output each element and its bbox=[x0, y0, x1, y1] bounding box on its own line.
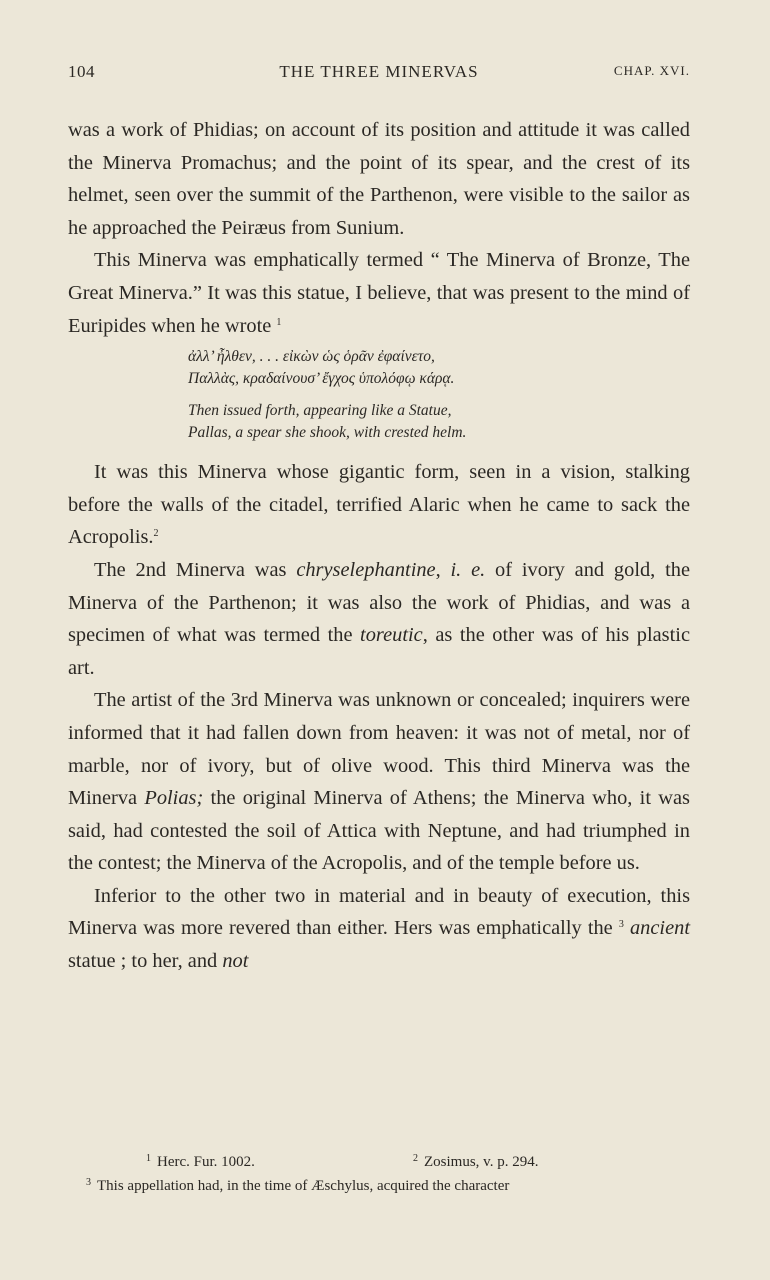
paragraph-6-text-a: Inferior to the other two in material and in beauty of execution, this Minerva was more revered than either. Hers was emphatically the bbox=[68, 884, 690, 940]
greek-line-1: ἀλλ’ ἦλθεν, . . . εἰκὼν ὡς ὁρᾶν ἐφαίνετο, bbox=[188, 348, 435, 366]
footnote-1 bbox=[146, 1147, 255, 1174]
verse-quotation bbox=[188, 346, 690, 444]
paragraph-2-text: This Minerva was emphatically termed “ The Minerva of Bronze, The Great Minerva.” It was this statue, I believe, that was present to the mind of Euripides when he wrote bbox=[68, 249, 690, 337]
translation-line-1: Then issued forth, appearing like a Statue, bbox=[188, 402, 452, 420]
footnote-1-mark: 1 bbox=[146, 1153, 151, 1164]
running-title: THE THREE MINERVAS bbox=[279, 62, 479, 81]
paragraph-5-italic-polias: Polias; bbox=[144, 787, 204, 810]
paragraph-4-italic-toreutic: toreutic bbox=[360, 624, 423, 647]
paragraph-3-text: It was this Minerva whose gigantic form, seen in a vision, stalking before the walls of the citadel, terrified Alaric when he came to sack the Acropolis. bbox=[68, 461, 690, 549]
footnotes bbox=[68, 1147, 690, 1195]
paragraph-4-text-c: , bbox=[435, 558, 451, 581]
footnote-row-2 bbox=[68, 1171, 690, 1195]
footnote-3 bbox=[86, 1171, 509, 1198]
paragraph-4-text-e: of ivory and gold, the Minerva of the Parthenon; it was also the work of Phidias, and was a specimen of what was termed the bbox=[68, 558, 690, 647]
paragraph-4 bbox=[68, 554, 690, 684]
footnote-3-text: This appellation had, in the time of Æschylus, acquired the character bbox=[97, 1178, 510, 1194]
body-text bbox=[68, 114, 690, 978]
paragraph-6-italic-not: not bbox=[222, 950, 249, 973]
paragraph-4-italic-ie: i. e. bbox=[450, 558, 486, 581]
footnote-row-1 bbox=[68, 1147, 690, 1171]
footnote-1-text: Herc. Fur. 1002. bbox=[157, 1154, 255, 1170]
footnote-ref-2: 2 bbox=[153, 528, 159, 540]
greek-line-2: Παλλὰς, κραδαίνουσ’ ἔγχος ὑπολόφῳ κάρᾳ. bbox=[188, 370, 455, 388]
paragraph-5 bbox=[68, 684, 690, 880]
paragraph-2 bbox=[68, 244, 690, 342]
paragraph-6-italic-ancient: ancient bbox=[629, 917, 690, 940]
paragraph-1 bbox=[68, 114, 690, 244]
paragraph-1-text: was a work of Phidias; on account of its position and attitude it was called the Minerva Promachus; and the point of its spear, and the crest of its helmet, seen over the summit of the Parthenon, were visible to the sailor as he approached the Peiræus from Sunium. bbox=[68, 119, 690, 239]
footnote-2 bbox=[413, 1147, 538, 1174]
footnote-ref-3: 3 bbox=[618, 919, 624, 931]
paragraph-4-text-g: , as the other was of his plastic art. bbox=[68, 624, 690, 679]
paragraph-5-text-a: The artist of the 3rd Minerva was unknown or concealed; inquirers were informed that it had fallen down from heaven: it was not of metal, nor of marble, nor of ivory, but of olive wood. This third Minerva was the Minerva bbox=[68, 689, 690, 810]
footnote-ref-1: 1 bbox=[276, 316, 282, 328]
paragraph-6-text-c: statue ; to her, and bbox=[68, 950, 223, 973]
footnote-2-text: Zosimus, v. p. 294. bbox=[424, 1154, 539, 1170]
paragraph-5-text-c: the original Minerva of Athens; the Minerva who, it was said, had contested the soil of Attica with Neptune, and had triumphed in the contest; the Minerva of the Acropolis, and of the temple before us. bbox=[68, 787, 690, 875]
paragraph-3 bbox=[68, 456, 690, 554]
paragraph-4-italic-chryselephantine: chryselephantine bbox=[296, 558, 436, 581]
footnote-3-mark: 3 bbox=[86, 1177, 91, 1188]
page-number: 104 bbox=[68, 62, 95, 81]
translation-line-2: Pallas, a spear she shook, with crested helm. bbox=[188, 424, 467, 442]
running-header bbox=[68, 62, 690, 84]
footnote-2-mark: 2 bbox=[413, 1153, 418, 1164]
chapter-label: CHAP. XVI. bbox=[613, 63, 690, 78]
paragraph-6 bbox=[68, 880, 690, 978]
paragraph-4-text-a: The 2nd Minerva was bbox=[94, 558, 297, 581]
